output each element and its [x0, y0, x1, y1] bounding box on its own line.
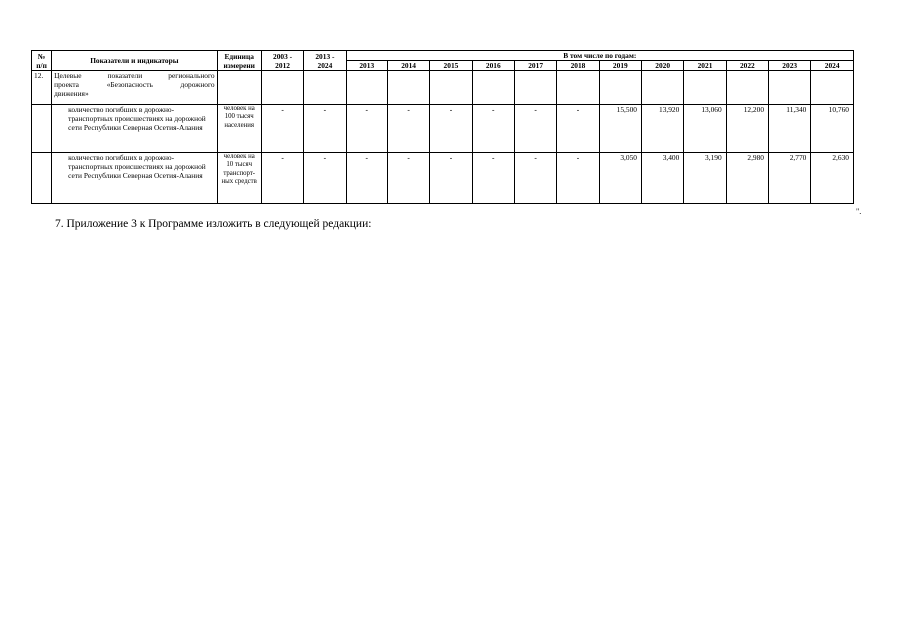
- table-row: [32, 153, 854, 204]
- value-cell: -: [430, 105, 472, 153]
- value-cell: -: [261, 105, 303, 153]
- value-cell: 2,980: [726, 153, 768, 204]
- year-cell: 2013: [346, 61, 387, 71]
- unit-cell: человек на 10 тысяч транспорт-ных средств: [217, 153, 261, 204]
- table-row: [32, 105, 854, 153]
- year-cell: 2016: [472, 61, 514, 71]
- year-cell: 2022: [726, 61, 768, 71]
- value-cell: -: [387, 105, 429, 153]
- year-cell: 2014: [387, 61, 429, 71]
- year-cell: 2024: [811, 61, 854, 71]
- group-row: [32, 71, 854, 105]
- value-cell: 3,190: [684, 153, 726, 204]
- value-cell: -: [346, 153, 387, 204]
- value-cell: 3,400: [641, 153, 683, 204]
- amendment-paragraph: 7. Приложение 3 к Программе изложить в следующей редакции:: [55, 218, 372, 230]
- year-cell: 2018: [557, 61, 599, 71]
- year-cell: 2017: [514, 61, 556, 71]
- value-cell: 13,920: [641, 105, 683, 153]
- value-cell: 2,770: [769, 153, 811, 204]
- value-cell: -: [387, 153, 429, 204]
- value-cell: -: [304, 153, 346, 204]
- value-cell: -: [430, 153, 472, 204]
- value-cell: 12,200: [726, 105, 768, 153]
- year-cell: 2020: [641, 61, 683, 71]
- value-cell: 13,060: [684, 105, 726, 153]
- value-cell: 15,500: [599, 105, 641, 153]
- indicator-name: количество погибших в дорожно-транспортных происшествиях на дорожной сети Республики Северная Осетия-Алания: [52, 153, 217, 204]
- value-cell: -: [557, 153, 599, 204]
- value-cell: -: [472, 105, 514, 153]
- unit-cell: человек на 100 тысяч населения: [217, 105, 261, 153]
- col-header-unit: Единица измерени: [217, 51, 261, 71]
- value-cell: -: [514, 153, 556, 204]
- closing-quote-mark: ".: [856, 207, 862, 216]
- indicators-table: [31, 50, 854, 204]
- value-cell: 3,050: [599, 153, 641, 204]
- value-cell: 2,630: [811, 153, 854, 204]
- value-cell: -: [514, 105, 556, 153]
- year-cell: 2023: [769, 61, 811, 71]
- value-cell: -: [472, 153, 514, 204]
- value-cell: -: [557, 105, 599, 153]
- group-number: 12.: [32, 71, 52, 105]
- value-cell: 11,340: [769, 105, 811, 153]
- year-cell: 2019: [599, 61, 641, 71]
- col-header-period-1: 2003 - 2012: [261, 51, 303, 71]
- col-header-indicators: Показатели и индикаторы: [52, 51, 217, 71]
- value-cell: -: [304, 105, 346, 153]
- header-row: [32, 51, 854, 61]
- group-title: Целевые показатели регионального проекта «Безопасность дорожного движения»: [52, 71, 217, 105]
- value-cell: 10,760: [811, 105, 854, 153]
- year-cell: 2021: [684, 61, 726, 71]
- year-cell: 2015: [430, 61, 472, 71]
- indicator-name: количество погибших в дорожно-транспортных происшествиях на дорожной сети Республики Северная Осетия-Алания: [52, 105, 217, 153]
- col-header-period-2: 2013 - 2024: [304, 51, 346, 71]
- col-header-number: № п/п: [32, 51, 52, 71]
- value-cell: -: [261, 153, 303, 204]
- value-cell: -: [346, 105, 387, 153]
- col-header-by-years: В том числе по годам:: [346, 51, 853, 61]
